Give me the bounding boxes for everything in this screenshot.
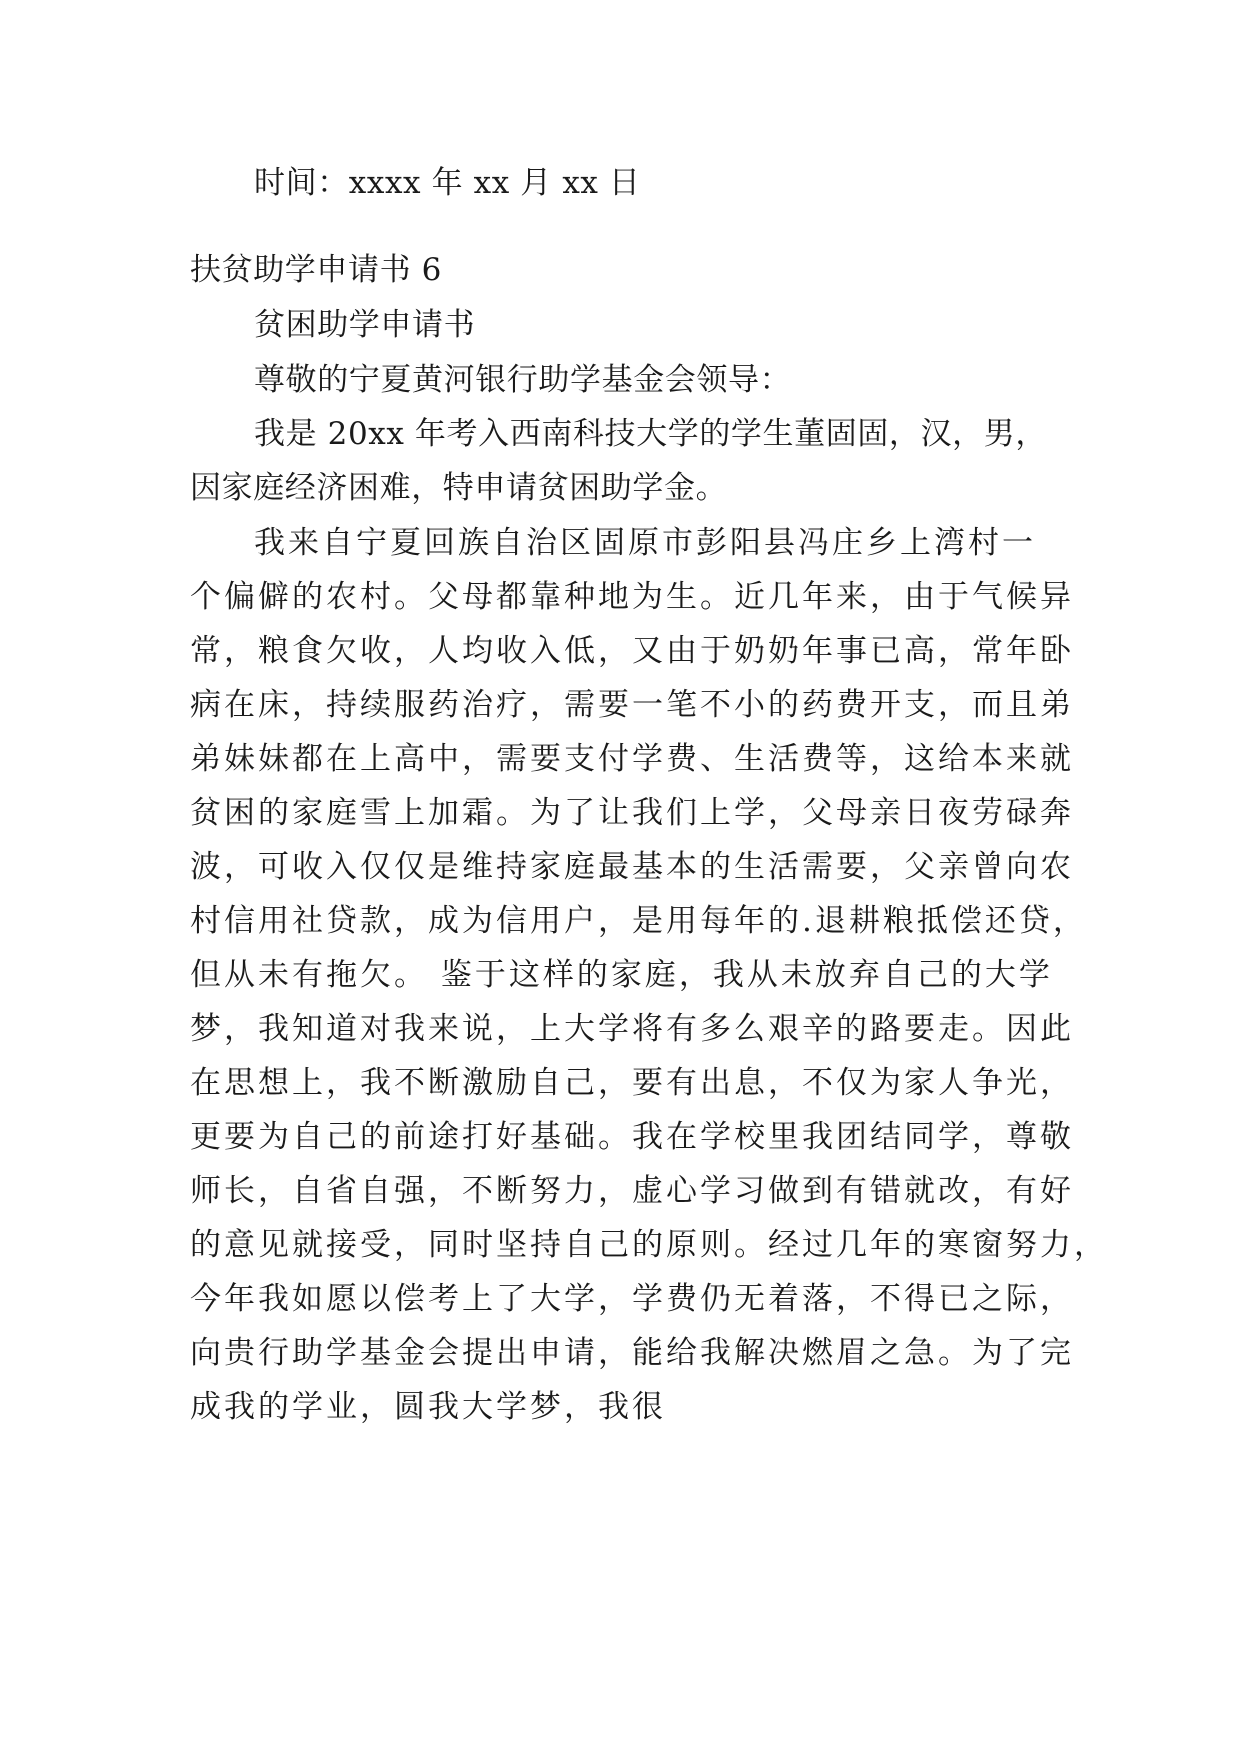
paragraph-line: 我是 20xx 年考入西南科技大学的学生董固固，汉，男，	[254, 416, 1047, 452]
paragraph-line: 贫困的家庭雪上加霜。为了让我们上学，父母亲日夜劳碌奔	[190, 795, 1074, 831]
paragraph-line: 更要为自己的前途打好基础。我在学校里我团结同学，尊敬	[190, 1119, 1074, 1155]
paragraph-line: 在思想上，我不断激励自己，要有出息，不仅为家人争光，	[190, 1065, 1074, 1101]
paragraph-line: 师长，自省自强，不断努力，虚心学习做到有错就改，有好	[190, 1173, 1074, 1209]
paragraph-line: 个偏僻的农村。父母都靠种地为生。近几年来，由于气候异	[190, 579, 1074, 615]
paragraph-line: 因家庭经济困难，特申请贫困助学金。	[190, 470, 728, 506]
paragraph-line: 今年我如愿以偿考上了大学，学费仍无着落，不得已之际，	[190, 1281, 1074, 1317]
salutation: 尊敬的宁夏黄河银行助学基金会领导：	[254, 362, 792, 398]
paragraph-line: 弟妹妹都在上高中，需要支付学费、生活费等，这给本来就	[190, 741, 1074, 777]
paragraph-line: 病在床，持续服药治疗，需要一笔不小的药费开支，而且弟	[190, 687, 1074, 723]
document-title: 贫困助学申请书	[254, 307, 476, 343]
date-line: 时间：xxxx 年 xx 月 xx 日	[254, 165, 641, 201]
paragraph-line: 的意见就接受，同时坚持自己的原则。经过几年的寒窗努力，	[190, 1227, 1108, 1263]
paragraph-line: 成我的学业，圆我大学梦，我很	[190, 1389, 666, 1425]
paragraph-line: 但从未有拖欠。 鉴于这样的家庭，我从未放弃自己的大学	[190, 957, 1053, 993]
section-title: 扶贫助学申请书 6	[190, 252, 442, 288]
paragraph-line: 向贵行助学基金会提出申请，能给我解决燃眉之急。为了完	[190, 1335, 1074, 1371]
paragraph-line: 常，粮食欠收，人均收入低，又由于奶奶年事已高，常年卧	[190, 633, 1074, 669]
paragraph-line: 梦，我知道对我来说，上大学将有多么艰辛的路要走。因此	[190, 1011, 1074, 1047]
paragraph-line: 我来自宁夏回族自治区固原市彭阳县冯庄乡上湾村一	[254, 525, 1036, 561]
paragraph-line: 村信用社贷款，成为信用户，是用每年的.退耕粮抵偿还贷，	[190, 903, 1087, 939]
paragraph-line: 波，可收入仅仅是维持家庭最基本的生活需要，父亲曾向农	[190, 849, 1074, 885]
